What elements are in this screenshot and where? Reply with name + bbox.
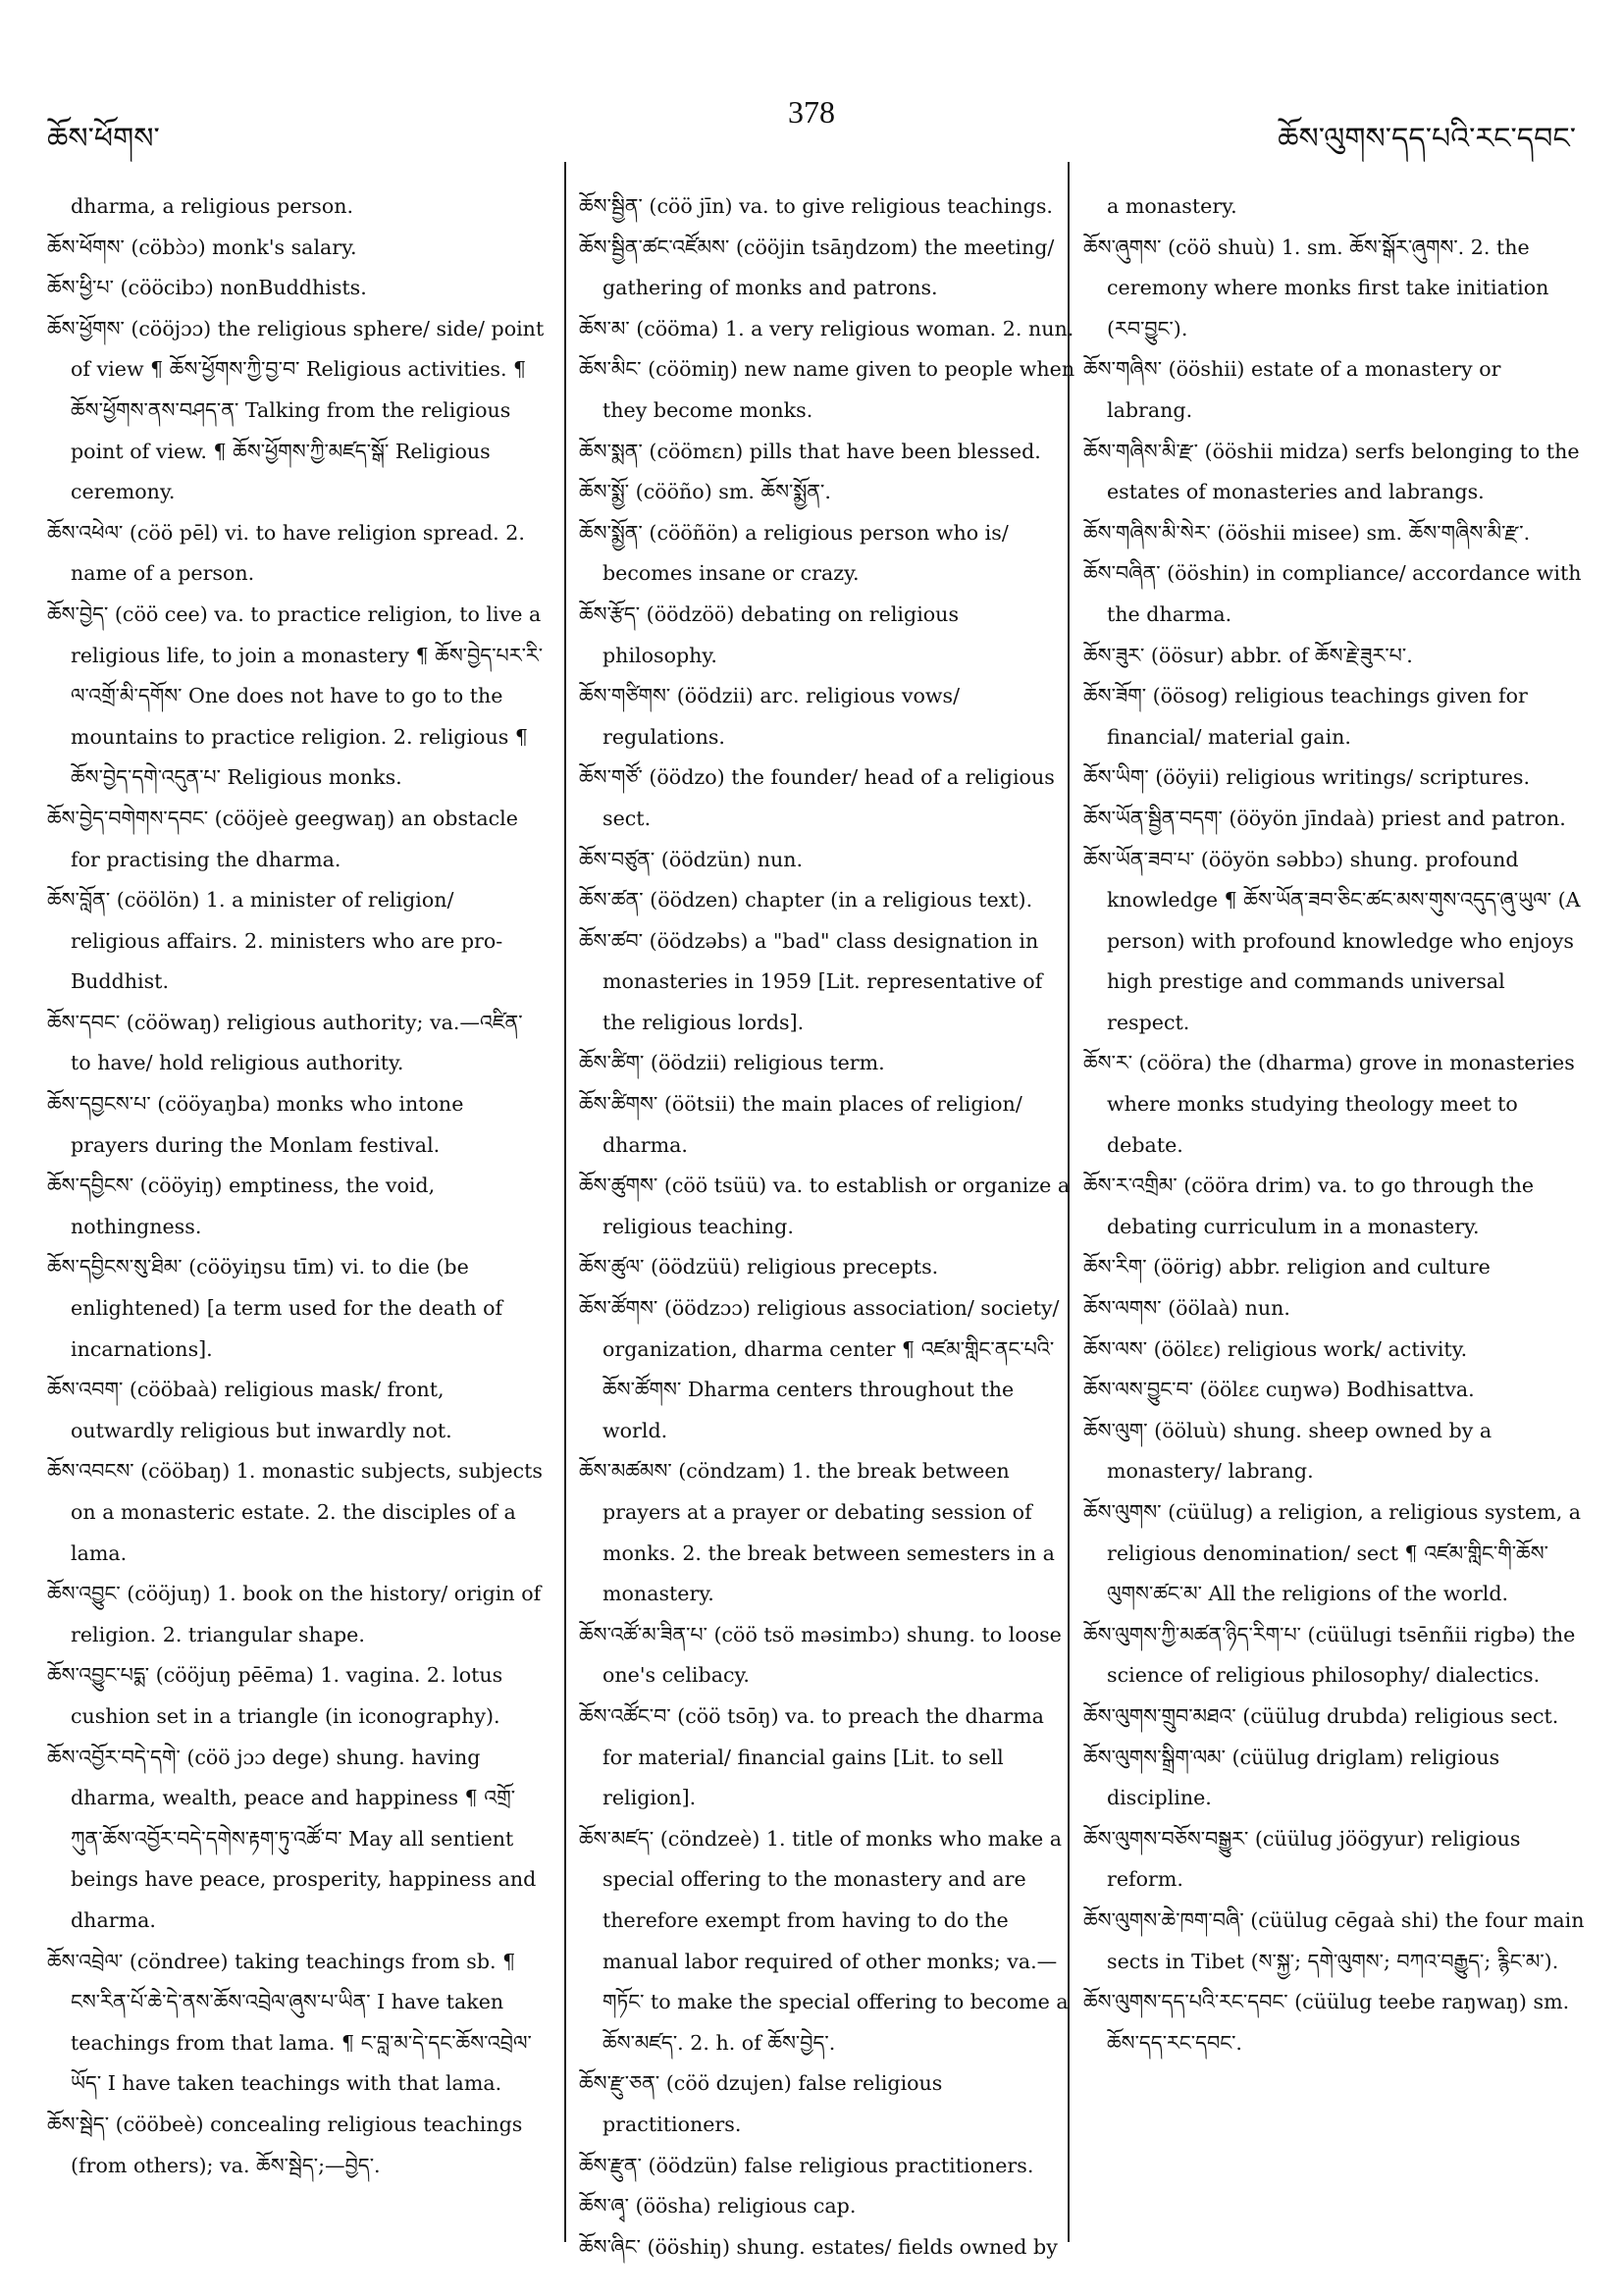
definition: (cöö cee) va. to practice religion, to live a religious life, to join a monastery ¶ ཆོས་བྱེད་པར་རི་ལ་འགྲོ་མི་དགོས་ One does not have to go to the mountains to practice religion. 2. religious ¶ ཆོས་བྱེད་དགེ་འདུན་པ་ Religious monks. [71, 601, 544, 790]
column-3 [1083, 186, 1588, 2063]
definition: (ööluù) shung. sheep owned by a monastery/ labrang. [1107, 1418, 1492, 1484]
dictionary-entry [47, 1084, 546, 1166]
headword: ཆོས་ཟོག་ [1083, 684, 1147, 708]
definition: (cööra drim) va. to go through the debating curriculum in a monastery. [1107, 1174, 1535, 1238]
definition: (cööjuŋ pēēma) 1. vagina. 2. lotus cushion set in a triangle (in iconography). [71, 1663, 503, 1728]
headword: ཆོས་འབངས་ [47, 1459, 134, 1484]
definition: (cöndzam) 1. the break between prayers at a prayer or debating session of monks. 2. the break between semesters in a monastery. [602, 1459, 1055, 1606]
headword: ཆོས་གཙོ་ [579, 765, 643, 790]
dictionary-entry [1083, 840, 1588, 1044]
headword: ཆོས་སྦྱིན་ཚང་འཛོམས་ [579, 235, 730, 259]
definition: (ööshiŋ) shung. estates/ fields owned by [640, 2234, 1058, 2259]
definition: (öödzün) nun. [654, 847, 804, 871]
definition: (cööño) sm. ཆོས་སྨྱོན་. [629, 480, 831, 504]
entry-continuation: a monastery. [1107, 194, 1237, 218]
dictionary-entry [47, 1003, 546, 1084]
definition: (cööjeè geegwaŋ) an obstacle for practising the dharma. [71, 806, 518, 871]
headword: ཆོས་དབྱིངས་སུ་ཐིམ་ [47, 1255, 183, 1279]
column-1 [47, 186, 546, 2186]
headword: ཆོས་ལས་བྱུང་བ་ [1083, 1378, 1193, 1402]
dictionary-entry [579, 1819, 1077, 2064]
dictionary-entry [579, 1615, 1077, 1696]
definition: (cöö tsüü) va. to establish or organize a religious teaching. [602, 1174, 1071, 1238]
dictionary-entry [47, 1738, 546, 1942]
dictionary-entry [47, 309, 546, 513]
definition: (cöö tsö məsimbɔ) shung. to loose one's celibacy. [602, 1622, 1062, 1688]
dictionary-entry [1083, 1411, 1588, 1492]
headword: ཆོས་ཕོགས་ [47, 235, 125, 259]
definition: (cöö shuù) 1. sm. ཆོས་སྒོར་ཞུགས་. 2. the ceremony where monks first take initiation (རབ་བྱུང་). [1107, 235, 1549, 340]
headword: ཆོས་ཞུགས་ [1083, 235, 1162, 259]
dictionary-entry [579, 309, 1077, 350]
dictionary-entry [1083, 228, 1588, 350]
dictionary-entry [579, 2146, 1077, 2187]
headword: ཆོས་འབྱུང་ [47, 1582, 121, 1606]
headword: ཆོས་གཞིས་མི་རྫ་ [1083, 439, 1198, 463]
definition: (ööshii) estate of a monastery or labrang. [1107, 357, 1501, 422]
definition: (cüülug teebe raŋwaŋ) sm. ཆོས་དད་རང་དབང་. [1107, 1990, 1570, 2055]
dictionary-entry [1083, 432, 1588, 513]
dictionary-entry [579, 2063, 1077, 2145]
headword: ཆོས་རྫུན་ [579, 2153, 642, 2177]
headword: ཆོས་འབྱོར་བདེ་དགེ་ [47, 1745, 181, 1769]
definition: (ööyön səbbɔ) shung. profound knowledge ¶ ཆོས་ཡོན་ཟབ་ཅིང་ཚང་མས་གུས་འདུད་ཞུ་ཡུལ་ (A person) with profound knowledge who enjoys high prestige and commands universal respect. [1107, 847, 1581, 1034]
headword: ཆོས་ལུགས་དད་པའི་རང་དབང་ [1083, 1990, 1288, 2014]
dictionary-entry [1083, 349, 1588, 431]
dictionary-entry [1083, 1247, 1588, 1288]
definition: (cööyiŋsu tīm) vi. to die (be enlightened) [a term used for the death of incarnations]. [71, 1255, 503, 1361]
headword: ཆོས་མ་ [579, 316, 630, 340]
headword: ཆོས་ཚབ་ [579, 928, 644, 953]
headword: ཆོས་སྨྱོ་ [579, 480, 630, 504]
dictionary-entry [1083, 1288, 1588, 1330]
definition: (öödzün) false religious practitioners. [641, 2153, 1034, 2177]
dictionary-entry [47, 1451, 546, 1574]
dictionary-entry [579, 1084, 1077, 1166]
definition: (öösog) religious teachings given for financial/ material gain. [1107, 684, 1528, 749]
dictionary-entry [47, 880, 546, 1003]
definition: (öösha) religious cap. [629, 2194, 857, 2218]
headword: ཆོས་ཟུར་ [1083, 643, 1145, 667]
headword: ཆོས་ལུགས་བཅོས་བསྒྱུར་ [1083, 1826, 1249, 1851]
headword: ཆོས་ཞིང་ [579, 2234, 641, 2259]
column-divider [564, 162, 566, 2242]
definition: (öölaà) nun. [1161, 1296, 1290, 1321]
definition: (öödzo) the founder/ head of a religious sect. [602, 765, 1055, 830]
dictionary-entry [47, 1370, 546, 1451]
dictionary-entry [579, 513, 1077, 595]
dictionary-entry [579, 880, 1077, 921]
headword: ཆོས་སྨན་ [579, 439, 643, 463]
dictionary-entry [47, 595, 546, 799]
dictionary-entry [1083, 1738, 1588, 1819]
definition: (cöbɔ̀ɔ) monk's salary. [124, 235, 357, 259]
definition: (öötsii) the main places of religion/ dharma. [602, 1092, 1022, 1157]
definition: (cüülug drubda) religious sect. [1235, 1703, 1559, 1728]
dictionary-entry [47, 513, 546, 595]
headword: ཆོས་ར་འགྲིམ་ [1083, 1174, 1178, 1198]
definition: (cöö jɔɔ dege) shung. having dharma, wealth, peace and happiness ¶ འགྲོ་ཀུན་ཆོས་འབྱོར་བདེ་དགེས་རྟག་ཏུ་འཚོ་བ་ May all sentient beings have peace, prosperity, happiness and dharma. [71, 1745, 537, 1932]
running-head-right: ཆོས་ལུགས་དད་པའི་རང་དབང་ [1278, 122, 1576, 156]
definition: (öödzüü) religious precepts. [644, 1255, 939, 1279]
dictionary-entry [1083, 1982, 1588, 2063]
definition: (cööwaŋ) religious authority; va.—འཛིན་ to have/ hold religious authority. [71, 1010, 523, 1075]
headword: ཆོས་ལུགས་ [1083, 1500, 1162, 1524]
definition: (cöömiŋ) new name given to people when they become monks. [602, 357, 1075, 422]
dictionary-entry [1083, 799, 1588, 840]
headword: ཆོས་ཚུགས་ [579, 1174, 658, 1198]
headword: ཆོས་དབྱིངས་ [47, 1174, 134, 1198]
definition: (cöö dzujen) false religious practitioners. [602, 2071, 943, 2136]
definition: (öösur) abbr. of ཆོས་རྗེ་ཟུར་པ་. [1144, 643, 1413, 667]
dictionary-entry [1083, 1492, 1588, 1615]
dictionary-entry [579, 1043, 1077, 1084]
headword: ཆོས་འབྲེལ་ [47, 1949, 124, 1973]
headword: ཆོས་ཚུལ་ [579, 1255, 645, 1279]
dictionary-entry [47, 1574, 546, 1655]
definition: (cööma) 1. a very religious woman. 2. nun. [629, 316, 1074, 340]
definition: (öödzəbs) a "bad" class designation in monasteries in 1959 [Lit. representative of the religious lords]. [602, 928, 1043, 1034]
definition: (cööbaà) religious mask/ front, outwardly religious but inwardly not. [71, 1378, 452, 1442]
headword: ཆོས་ལུགས་སྒྲིག་ལམ་ [1083, 1745, 1226, 1769]
definition: (cöö jīn) va. to give religious teachings. [642, 194, 1053, 218]
running-head-left: ཆོས་ཕོགས་ [47, 122, 160, 156]
definition: (cööcibɔ) nonBuddhists. [113, 276, 367, 300]
dictionary-entry [1083, 553, 1588, 635]
headword: ཆོས་ཕྱི་པ་ [47, 276, 114, 300]
dictionary-entry [579, 676, 1077, 757]
headword: ཆོས་སྨྱོན་ [579, 520, 643, 545]
definition: (cöndzeè) 1. title of monks who make a special offering to the monastery and are therefore exempt from having to do the manual labor required of other monks; va.—གཏོང་ to make the special offering to become a ཆོས་མཛད་. 2. h. of ཆོས་བྱེད་. [602, 1826, 1069, 2055]
definition: (cöölön) 1. a minister of religion/ religious affairs. 2. ministers who are pro-Buddhist. [71, 888, 503, 994]
headword: ཆོས་བཙུན་ [579, 847, 655, 871]
definition: (cööbeè) concealing religious teachings (from others); va. ཆོས་སྦེད་;—བྱེད་. [71, 2112, 523, 2177]
dictionary-entry [47, 2105, 546, 2186]
definition: (cööjuŋ) 1. book on the history/ origin of religion. 2. triangular shape. [71, 1582, 542, 1646]
headword: ཆོས་འཚོ་མ་ཟིན་པ་ [579, 1622, 707, 1646]
entry-continuation: dharma, a religious person. [71, 194, 354, 218]
dictionary-entry [579, 186, 1077, 228]
headword: ཆོས་ཕྱོགས་ [47, 316, 125, 340]
headword: ཆོས་ཚིགས་ [579, 1092, 658, 1117]
headword: ཆོས་ལུག་ [1083, 1418, 1148, 1442]
definition: (cüülugi tsēnñii rigbə) the science of religious philosophy/ dialectics. [1107, 1622, 1576, 1688]
headword: ཆོས་ཡིག་ [1083, 765, 1149, 790]
dictionary-entry [1083, 757, 1588, 799]
dictionary-entry [579, 228, 1077, 309]
headword: ཆོས་ལུགས་གྲུབ་མཐའ་ [1083, 1703, 1236, 1728]
dictionary-entry [579, 757, 1077, 839]
dictionary-entry [579, 595, 1077, 676]
headword: ཆོས་བཞིན་ [1083, 561, 1161, 586]
definition: (ööyii) religious writings/ scriptures. [1148, 765, 1530, 790]
headword: ཆོས་ལུགས་ཀྱི་མཚན་ཉིད་རིག་པ་ [1083, 1622, 1301, 1646]
headword: ཆོས་འབྱུང་པདྨ་ [47, 1663, 150, 1688]
definition: (cöö pēl) vi. to have religion spread. 2. name of a person. [71, 520, 525, 586]
definition: (cööyaŋba) monks who intone prayers during the Monlam festival. [71, 1092, 464, 1157]
headword: ཆོས་དབྱངས་པ་ [47, 1092, 151, 1117]
definition: (ööshin) in compliance/ accordance with the dharma. [1107, 561, 1582, 626]
definition: (cööyiŋ) emptiness, the void, nothingness. [71, 1174, 436, 1238]
dictionary-entry [579, 472, 1077, 513]
definition: (öörig) abbr. religion and culture [1146, 1255, 1491, 1279]
headword: ཆོས་འཕེལ་ [47, 520, 124, 545]
dictionary-entry [1083, 1819, 1588, 1901]
dictionary-entry [47, 1166, 546, 1247]
dictionary-entry [579, 2186, 1077, 2227]
headword: ཆོས་ཚིག་ [579, 1051, 645, 1075]
definition: (cööra) the (dharma) grove in monasteries where monks studying theology meet to debate. [1107, 1051, 1575, 1157]
headword: ཆོས་ཚན་ [579, 888, 644, 913]
headword: ཆོས་ར་ [1083, 1051, 1133, 1075]
definition: (cöö tsōŋ) va. to preach the dharma for material/ financial gains [Lit. to sell religion]. [602, 1703, 1044, 1810]
dictionary-entry [579, 2227, 1077, 2269]
dictionary-entry [47, 228, 546, 269]
dictionary-entry [1083, 1696, 1588, 1738]
headword: ཆོས་ཚོགས་ [579, 1296, 658, 1321]
headword: ཆོས་གཞིས་ [1083, 357, 1163, 382]
dictionary-entry [47, 1942, 546, 2105]
definition: (cööñön) a religious person who is/ becomes insane or crazy. [602, 520, 1009, 586]
headword: ཆོས་མཚམས་ [579, 1459, 672, 1484]
definition: (öödzöö) debating on religious philosophy. [602, 601, 960, 667]
dictionary-entry [1083, 1330, 1588, 1371]
headword: ཆོས་ཡོན་སྦྱིན་བདག་ [1083, 806, 1223, 830]
headword: ཆོས་ཡོན་ཟབ་པ་ [1083, 847, 1195, 871]
dictionary-entry [579, 921, 1077, 1044]
headword: ཆོས་ཞྭ་ [579, 2194, 630, 2218]
definition: (cöndree) taking teachings from sb. ¶ ངས་རིན་པོ་ཆེ་དེ་ནས་ཆོས་འབྲེལ་ཞུས་པ་ཡིན་ I have taken teachings from that lama. ¶ ང་བླ་མ་དེ་དང་ཆོས་འབྲེལ་ཡོད་ I have taken teachings with that lama. [71, 1949, 532, 2096]
headword: ཆོས་སྦེད་ [47, 2112, 110, 2136]
headword: ཆོས་རིག་ [1083, 1255, 1147, 1279]
definition: (cööjin tsāŋdzom) the meeting/ gathering of monks and patrons. [602, 235, 1055, 300]
definition: (ööshii misee) sm. ཆོས་གཞིས་མི་རྫ་. [1210, 520, 1531, 545]
definition: (cöömɛn) pills that have been blessed. [642, 439, 1041, 463]
dictionary-entry [579, 1247, 1077, 1288]
headword: ཆོས་རྫུ་ཅན་ [579, 2071, 660, 2096]
headword: ཆོས་འབག་ [47, 1378, 124, 1402]
headword: ཆོས་བྱེད་བགེགས་དབང་ [47, 806, 209, 830]
definition: (öölɛɛ) religious work/ activity. [1147, 1336, 1468, 1361]
dictionary-entry [1083, 1166, 1588, 1247]
dictionary-entry [579, 1166, 1077, 1247]
headword: ཆོས་གཞིས་མི་སེར་ [1083, 520, 1211, 545]
dictionary-entry [47, 1655, 546, 1737]
headword: ཆོས་བློན་ [47, 888, 111, 913]
headword: ཆོས་སྦྱིན་ [579, 194, 643, 218]
dictionary-entry [579, 349, 1077, 431]
definition: (cüülug) a religion, a religious system, a religious denomination/ sect ¶ འཛམ་གླིང་གི་ཆོས་ལུགས་ཚང་མ་ All the religions of the world. [1107, 1500, 1582, 1606]
dictionary-entry [47, 1247, 546, 1370]
page-number: 378 [788, 94, 835, 130]
definition: (öödzii) religious term. [644, 1051, 885, 1075]
definition: (öölɛɛ cuŋwə) Bodhisattva. [1192, 1378, 1475, 1402]
headword: ཆོས་མིང་ [579, 357, 642, 382]
dictionary-entry [1083, 1615, 1588, 1696]
definition: (cüülug jöögyur) religious reform. [1107, 1826, 1521, 1892]
definition: (öödzii) arc. religious vows/ regulations. [602, 684, 961, 749]
dictionary-entry [1083, 513, 1588, 554]
headword: ཆོས་བྱེད་ [47, 601, 109, 626]
dictionary-entry [579, 1696, 1077, 1819]
column-2 [579, 186, 1077, 2268]
headword: ཆོས་དབང་ [47, 1010, 121, 1034]
dictionary-entry [579, 1288, 1077, 1451]
headword: ཆོས་ལུགས་ཆེ་ཁག་བཞི་ [1083, 1907, 1244, 1932]
dictionary-entry [579, 432, 1077, 473]
dictionary-entry [1083, 676, 1588, 757]
dictionary-entry [1083, 636, 1588, 677]
headword: ཆོས་འཚོང་བ་ [579, 1703, 671, 1728]
headword: ཆོས་རྩོད་ [579, 601, 641, 626]
definition: (öödzɔɔ) religious association/ society/ organization, dharma center ¶ འཛམ་གླིང་ནང་པའི་ཆོས་ཚོགས་ Dharma centers throughout the world. [602, 1296, 1060, 1442]
definition: (ööyön jīndaà) priest and patron. [1222, 806, 1566, 830]
dictionary-entry [47, 799, 546, 880]
dictionary-entry [579, 840, 1077, 881]
definition: (cüülug driglam) religious discipline. [1107, 1745, 1500, 1810]
dictionary-entry [47, 268, 546, 309]
definition: (cüülug cēgaà shi) the four main sects in Tibet (ས་སྐྱ་; དགེ་ལུགས་; བཀའ་བརྒྱུད་; རྙིང་མ་). [1107, 1907, 1585, 1973]
dictionary-entry [579, 1451, 1077, 1614]
dictionary-entry [1083, 1043, 1588, 1166]
headword: ཆོས་གཙིགས་ [579, 684, 671, 708]
definition: (öödzen) chapter (in a religious text). [643, 888, 1033, 913]
definition: (cööbaŋ) 1. monastic subjects, subjects on a monasteric estate. 2. the disciples of a lama. [71, 1459, 543, 1565]
dictionary-entry [1083, 1370, 1588, 1411]
dictionary-entry [1083, 1901, 1588, 1982]
headword: ཆོས་མཛད་ [579, 1826, 654, 1851]
definition: (cööjɔɔ) the religious sphere/ side/ point of view ¶ ཆོས་ཕྱོགས་ཀྱི་བྱ་བ་ Religious activities. ¶ ཆོས་ཕྱོགས་ནས་བཤད་ན་ Talking from the religious point of view. ¶ ཆོས་ཕྱོགས་ཀྱི་མཛད་སྒོ་ Religious ceremony. [71, 316, 545, 504]
headword: ཆོས་ལགས་ [1083, 1296, 1162, 1321]
definition: (ööshii midza) serfs belonging to the estates of monasteries and labrangs. [1107, 439, 1580, 504]
headword: ཆོས་ལས་ [1083, 1336, 1148, 1361]
